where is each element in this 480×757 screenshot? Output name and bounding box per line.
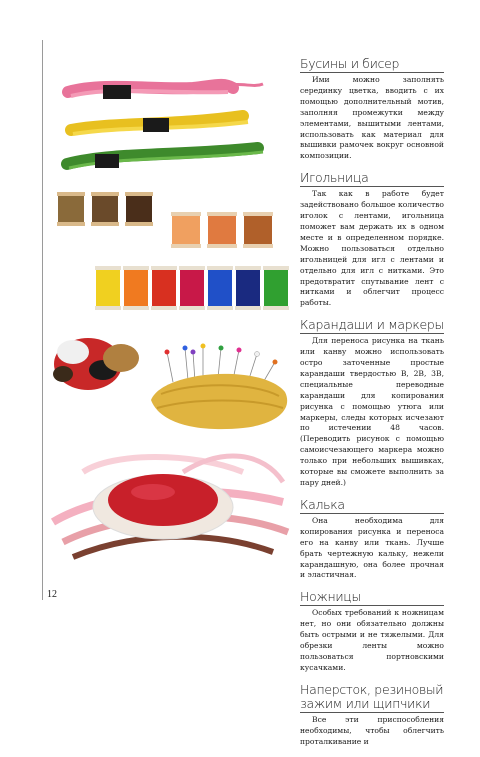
section-tracing-paper — [300, 498, 444, 581]
section-heading: Наперсток, резиновый зажим или щипчики — [300, 681, 444, 711]
section-heading: Ножницы — [300, 590, 444, 606]
section-needle-case — [300, 171, 444, 309]
section-text: Все эти приспособления необходимы, чтобы облегчить проталкивание и — [300, 714, 444, 746]
section-heading: Карандаши и маркеры — [300, 317, 444, 333]
yellow-floss-skein — [71, 116, 248, 134]
beads-pile — [53, 338, 139, 390]
yellow-pincushion — [151, 344, 287, 430]
section-beads — [300, 57, 444, 162]
page-number: 12 — [47, 589, 57, 600]
pink-floss-skein — [68, 84, 263, 99]
section-heading: Бусины и бисер — [300, 57, 444, 73]
section-text: Она необходима для копирования рисунка и переноса его на канву или ткань. Лучше брать чертежную кальку, нежели карандашную, она более прочная и эластичная. — [300, 515, 444, 580]
section-heading: Игольница — [300, 171, 444, 187]
brown-thread-spools — [57, 192, 153, 226]
section-text: Для переноса рисунка на ткань или канву можно использовать остро заточенные простые карандаши твердостью В, 2В, 3В, специальные переводные карандаши для копирования рисунка с помощью утюга или маркеры, следы которых исчезают по истечении 48 часов. (Переводить рисунок с помощью самоисчезающего маркера можно только при небольших вышивках, которые вы сможете выполнить за пару дней.) — [300, 336, 444, 487]
colored-thread-spools — [95, 266, 289, 310]
section-heading: Калька — [300, 498, 444, 514]
section-pencils-markers — [300, 318, 444, 489]
text-column — [300, 57, 444, 757]
peach-thread-spools — [171, 212, 273, 248]
craft-supplies-photo — [43, 52, 297, 567]
section-text: Ими можно заполнять серединку цветка, вводить с их помощью дополнительный мотив, заполняя промежутки между элементами, вышитыми лентами, использовать как материал для вышивки рамочек вокруг основной композиции. — [300, 75, 444, 161]
section-text: Особых требований к ножницам нет, но они обязательно должны быть острыми и не тяжелыми. Для обрезки ленты можно пользоваться портновскими кусачками. — [300, 608, 444, 672]
section-scissors — [300, 590, 444, 673]
green-floss-skein — [67, 148, 263, 168]
section-text: Так как в работе будет задействовано большое количество иголок с лентами, игольница поможет вам держать их в одном месте и в определенном порядке. Можно пользоваться отдельно игольницей для игл с лентами и отдельно для игл с нитками. Это предотвратит спутывание лент с нитками и облегчит процесс работы. — [300, 189, 444, 308]
section-thimble — [300, 683, 444, 748]
red-pincushion-with-ribbons — [53, 456, 288, 557]
